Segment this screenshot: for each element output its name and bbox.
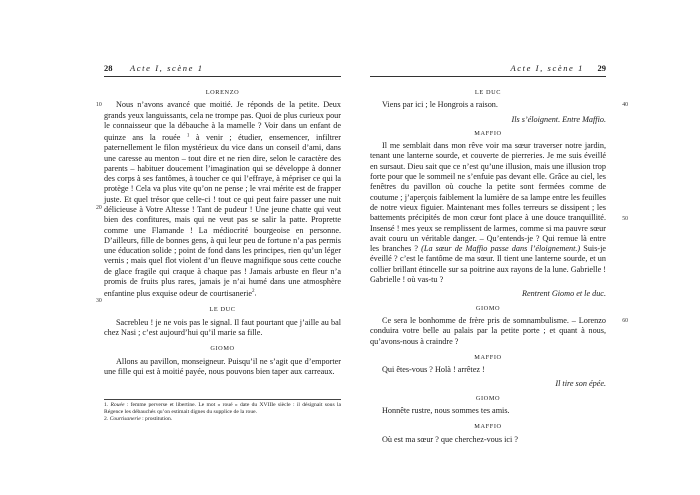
footnote bbox=[104, 416, 341, 423]
speaker-name: GIOMO bbox=[475, 394, 501, 402]
stage-direction: Il tire son épée. bbox=[555, 379, 606, 389]
running-title: Acte I, scène 1 bbox=[130, 63, 204, 73]
speech: Où est ma sœur ? que cherchez-vous ici ? bbox=[382, 434, 518, 444]
line-number: 60 bbox=[622, 317, 628, 324]
stage-direction: Ils s’éloignent. Entre Maffio. bbox=[511, 114, 606, 124]
speech: Allons au pavillon, monseigneur. Puisqu’il ne s’agit que d’emporter une fille qui est à moitié payée, nous pouvons bien taper aux carreaux. bbox=[104, 356, 341, 376]
speech bbox=[370, 141, 628, 285]
speaker-name: GIOMO bbox=[210, 345, 235, 353]
stage-aside: (La sœur de Maffio passe dans l’éloignement.) bbox=[421, 244, 581, 254]
speech bbox=[370, 315, 628, 347]
running-title: Acte I, scène 1 bbox=[510, 63, 584, 73]
speaker-name: LE DUC bbox=[474, 89, 502, 96]
left-page bbox=[96, 0, 341, 495]
speech-text: Viens par ici ; le Hongrois a raison. bbox=[382, 100, 498, 110]
line-number: 30 bbox=[96, 298, 102, 305]
footnote-mark: 1 bbox=[186, 133, 190, 139]
footnotes bbox=[104, 399, 341, 424]
speech-text: Ce sera le bonhomme de frère pris de somnambulisme. – Lorenzo conduira votre belle au palais par la petite porte ; et quant à nous, qu’avons-nous à craindre ? bbox=[370, 315, 606, 346]
running-head-right bbox=[370, 62, 606, 77]
left-page-text bbox=[96, 84, 341, 377]
footnote-term: Rouée bbox=[110, 402, 125, 408]
speaker-name: MAFFIO bbox=[474, 353, 502, 361]
speaker-name: MAFFIO bbox=[474, 129, 502, 137]
speech bbox=[370, 100, 628, 110]
footnote-mark: 2 bbox=[252, 289, 255, 295]
line-number: 10 bbox=[96, 102, 102, 109]
speech-text: Il me semblait dans mon rêve voir ma sœur traverser notre jardin, tenant une lanterne sourde, et couverte de pierreries. Je me suis éveillé en sursaut. Dieu sait que ce n’est qu’une illusion, mais une illusion trop forte pour que le sommeil ne s’enfuie pas devant elle. Grâce au ciel, les fenêtres du pavillon où couche la petite sont fermées comme de coutume ; j’aperçois faiblement la lumière de sa lampe entre les feuilles de notre vieux figuier. Maintenant mes folles terreurs se dissipent ; les battements précipités de mon cœur font place à une douce tranquillité. Insensé ! mes yeux se remplissent de larmes, comme si ma pauvre sœur avait couru un véritable danger. – Qu’entends-je ? Qui remue là entre les branches ? bbox=[370, 141, 606, 254]
speaker-name: MAFFIO bbox=[474, 423, 502, 431]
footnote-number: 1. bbox=[104, 402, 109, 408]
speaker-name: GIOMO bbox=[475, 304, 501, 312]
right-page bbox=[370, 0, 628, 495]
line-number: 40 bbox=[622, 102, 628, 109]
speech-text-continued: Suis-je éveillé ? c’est le fantôme de ma sœur. Il tient une lanterne sourde, et un collier brillant étincelle sur sa poitrine aux rayons de la lune. Gabrielle ! Gabrielle ! où vas-tu ? bbox=[370, 244, 607, 285]
page-number: 28 bbox=[104, 63, 113, 73]
footnote-number: 2. bbox=[104, 416, 109, 423]
speech-text: Nous n’avons avancé que moitié. Je réponds de la petite. Deux grands yeux languissants, cela ne trompe pas. Quoi de plus curieux pour le connaisseur que la débauche à la mamelle ? Voir dans un enfant de quinze ans la rouée $^1$ à venir ; étudier, ensemencer, infiltrer paternellement le filon mystérieux du vice dans un conseil d’ami, dans une caresse au menton – tout dire et ne rien dire, selon le caractère des parents – habituer doucement l’imagination qui se développe à donner des corps à ses fantômes, à toucher ce qui l’effraye, à mépriser ce qui la protège ! Cela va plus vite qu’on ne pense ; le vrai mérite est de frapper juste. Et quel trésor que celle-ci ! tout ce qui peut faire passer une nuit délicieuse à Votre Altesse ! Tant de pudeur ! Une jeune chatte qui veut bien des confitures, mais qui ne veut pas se salir la patte. Proprette comme une Flamande ! La médiocrité bourgeoise en personne. D’ailleurs, fille de bonnes gens, à qui leur peu de fortune n’a pas permis une éducation solide ; point de fond dans les principes, rien qu’un léger vernis ; mais quel flot violent d’un fleuve magnifique sous cette couche de glace fragile qui craque à chaque pas ! Jamais arbuste en fleur n’a promis de fruits plus rares, jamais je n’ai humé dans une atmosphère enfantine plus exquise odeur de courtisanerie bbox=[104, 100, 341, 299]
line-number: 20 bbox=[96, 205, 102, 212]
footnote bbox=[104, 402, 341, 416]
footnote-term: Courtisanerie bbox=[109, 416, 141, 423]
speaker-name: LORENZO bbox=[205, 89, 240, 96]
right-page-text bbox=[370, 84, 628, 445]
footnote-text: : prostitution. bbox=[140, 416, 173, 423]
line-number: 50 bbox=[622, 216, 628, 223]
running-head-left bbox=[104, 62, 341, 77]
speech: 10 20 30 Nous n’avons avancé que moitié. Je réponds de la petite. Deux grands yeux languissants, cela ne trompe pas. Quoi de plus curieux pour le connaisseur que la débauche à la mamelle ? Voir dans un enfant de quinze ans la rouée $^1$ à venir ; étudier, ensemencer, infiltrer paternellement le filon mystérieux du vice dans un conseil d’ami, dans une caresse au menton – tout dire et ne rien dire, selon le caractère des parents – habituer doucement l’imagination qui se développe à donner des corps à ses fantômes, à toucher ce qui l’effraye, à mépriser ce qui la protège ! Cela va plus vite qu’on ne pense ; le vrai mérite est de frapper juste. Et quel trésor que celle-ci ! tout ce qui peut faire passer une nuit délicieuse à Votre Altesse ! Tant de pudeur ! Une jeune chatte qui veut bien des confitures, mais qui ne veut pas se salir la patte. Proprette comme une Flamande ! La médiocrité bourgeoise en personne. D’ailleurs, fille de bonnes gens, à qui leur peu de fortune n’a pas permis une éducation solide ; point de fond dans les principes, rien qu’un léger vernis ; mais quel flot violent d’un fleuve magnifique sous cette couche de glace fragile qui craque à chaque pas ! Jamais arbuste en fleur n’a promis de fruits plus rares, jamais je n’ai humé dans une atmosphère enfantine plus exquise odeur de courtisanerie$^2$. bbox=[104, 100, 341, 299]
page-number: 29 bbox=[597, 63, 606, 73]
speech: Qui êtes-vous ? Holà ! arrêtez ! bbox=[382, 365, 485, 375]
speech: Sacrebleu ! je ne vois pas le signal. Il faut pourtant que j’aille au bal chez Nasi ; c’est aujourd’hui qu’il marie sa fille. bbox=[104, 317, 341, 337]
stage-direction: Rentrent Giomo et le duc. bbox=[521, 289, 606, 299]
speech: Honnête rustre, nous sommes tes amis. bbox=[382, 406, 510, 416]
speaker-name: LE DUC bbox=[209, 306, 236, 314]
footnote-text: : femme perverse et libertine. Le mot « roué » date du XVIIIe siècle : il désignait sous la Régence les débauchés qu’on estimait dignes du supplice de la roue. bbox=[104, 402, 341, 416]
